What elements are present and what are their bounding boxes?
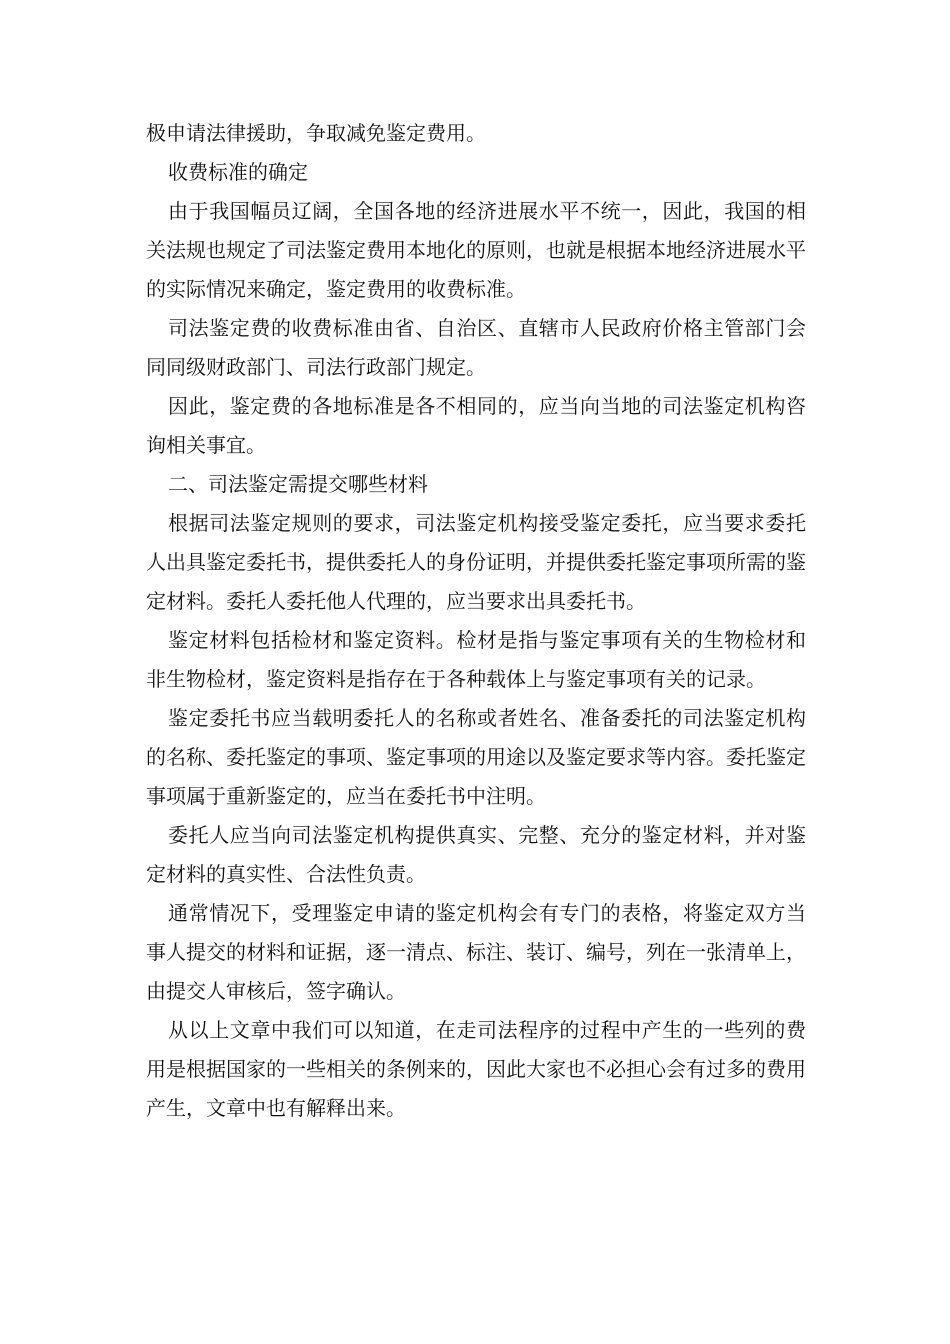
paragraph-continuation: 极申请法律援助，争取减免鉴定费用。 [146, 121, 486, 145]
document-body [146, 114, 806, 1128]
section-heading-fee-standard: 收费标准的确定 [168, 160, 308, 184]
paragraph: 司法鉴定费的收费标准由省、自治区、直辖市人民政府价格主管部门会同同级财政部门、司法行政部门规定。 [146, 316, 806, 379]
section-heading-materials: 二、司法鉴定需提交哪些材料 [168, 472, 428, 496]
paragraph: 因此，鉴定费的各地标准是各不相同的，应当向当地的司法鉴定机构咨询相关事宜。 [146, 394, 806, 457]
paragraph: 通常情况下，受理鉴定申请的鉴定机构会有专门的表格，将鉴定双方当事人提交的材料和证据，逐一清点、标注、装订、编号，列在一张清单上，由提交人审核后，签字确认。 [146, 901, 806, 1003]
paragraph: 根据司法鉴定规则的要求，司法鉴定机构接受鉴定委托，应当要求委托人出具鉴定委托书，提供委托人的身份证明，并提供委托鉴定事项所需的鉴定材料。委托人委托他人代理的，应当要求出具委托书。 [146, 511, 806, 613]
paragraph: 委托人应当向司法鉴定机构提供真实、完整、充分的鉴定材料，并对鉴定材料的真实性、合法性负责。 [146, 823, 806, 886]
paragraph: 鉴定材料包括检材和鉴定资料。检材是指与鉴定事项有关的生物检材和非生物检材，鉴定资料是指存在于各种载体上与鉴定事项有关的记录。 [146, 628, 806, 691]
paragraph: 从以上文章中我们可以知道，在走司法程序的过程中产生的一些列的费用是根据国家的一些相关的条例来的，因此大家也不必担心会有过多的费用产生，文章中也有解释出来。 [146, 1018, 806, 1120]
paragraph: 由于我国幅员辽阔，全国各地的经济进展水平不统一，因此，我国的相关法规也规定了司法鉴定费用本地化的原则，也就是根据本地经济进展水平的实际情况来确定，鉴定费用的收费标准。 [146, 199, 806, 301]
paragraph: 鉴定委托书应当载明委托人的名称或者姓名、准备委托的司法鉴定机构的名称、委托鉴定的事项、鉴定事项的用途以及鉴定要求等内容。委托鉴定事项属于重新鉴定的，应当在委托书中注明。 [146, 706, 806, 808]
